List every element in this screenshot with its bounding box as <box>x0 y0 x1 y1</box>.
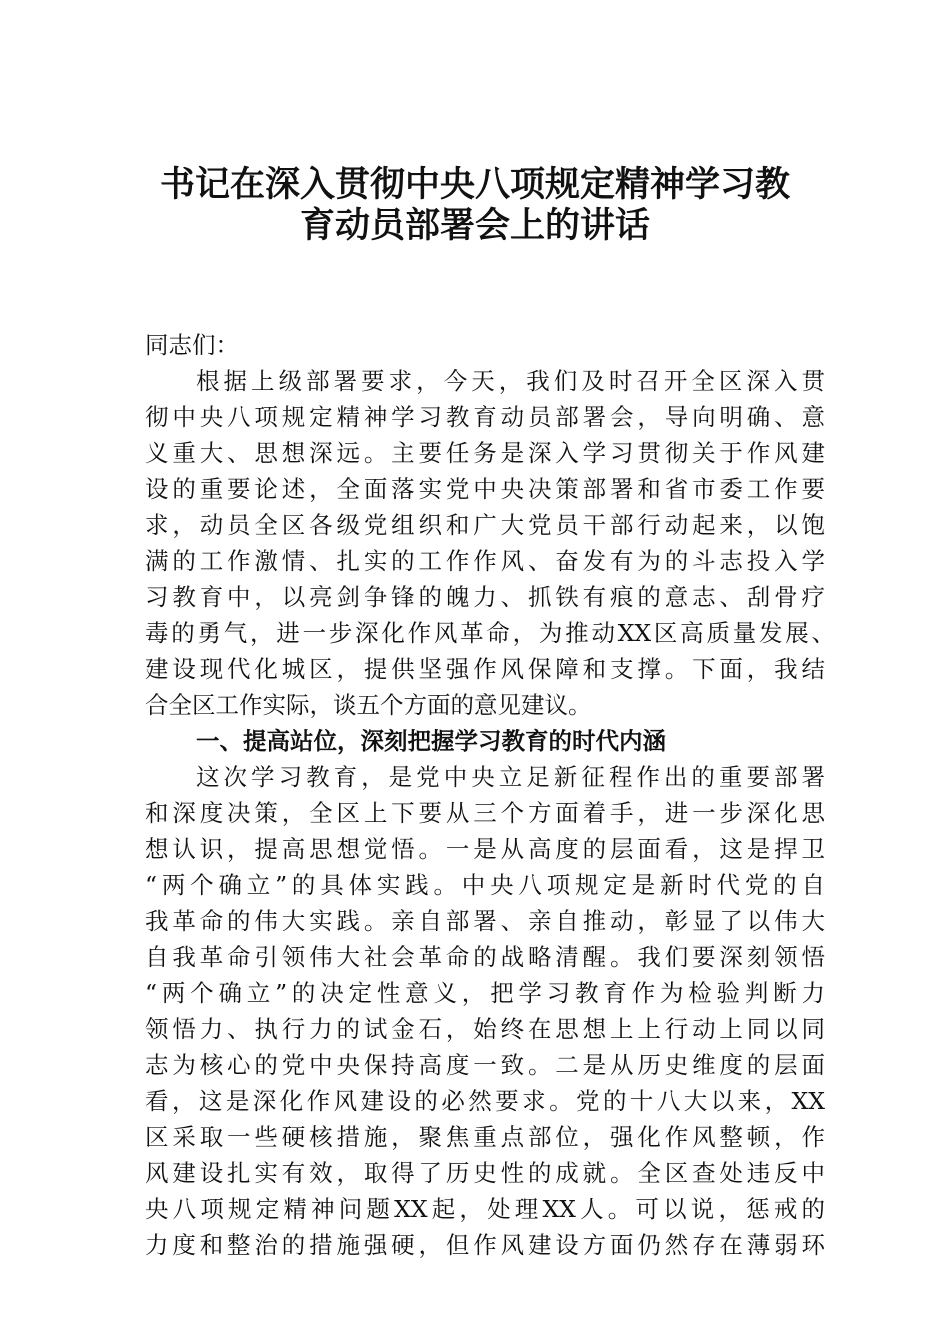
paragraph-1-line: 合全区工作实际，谈五个方面的意见建议。 <box>145 691 592 719</box>
paragraph-2-line: 央八项规定精神问题XX起，处理XX人。可以说，惩戒的 <box>145 1195 825 1223</box>
paragraph-2-line: 和深度决策，全区上下要从三个方面着手，进一步深化思 <box>145 799 825 827</box>
paragraph-2-line: 领悟力、执行力的试金石，始终在思想上上行动上同以同 <box>145 1015 825 1043</box>
salutation: 同志们： <box>145 331 239 359</box>
paragraph-1-line: 习教育中，以亮剑争锋的魄力、抓铁有痕的意志、刮骨疗 <box>145 583 825 611</box>
paragraph-1-line: 求，动员全区各级党组织和广大党员干部行动起来，以饱 <box>145 511 825 539</box>
paragraph-1-line: 建设现代化城区，提供坚强作风保障和支撑。下面，我结 <box>145 655 825 683</box>
paragraph-1-line: 设的重要论述，全面落实党中央决策部署和省市委工作要 <box>145 475 825 503</box>
paragraph-2-line: 志为核心的党中央保持高度一致。二是从历史维度的层面 <box>145 1051 825 1079</box>
section-1-heading: 一、提高站位，深刻把握学习教育的时代内涵 <box>196 727 666 755</box>
paragraph-2-line: 力度和整治的措施强硬，但作风建设方面仍然存在薄弱环 <box>145 1231 825 1259</box>
document-title-line-1: 书记在深入贯彻中央八项规定精神学习教 <box>159 164 790 205</box>
paragraph-1-line: 毒的勇气，进一步深化作风革命，为推动XX区高质量发展、 <box>145 619 835 647</box>
paragraph-2-line: 我革命的伟大实践。亲自部署、亲自推动，彰显了以伟大 <box>145 907 825 935</box>
paragraph-1-line: 根据上级部署要求，今天，我们及时召开全区深入贯 <box>196 367 825 395</box>
paragraph-2-line: 这次学习教育，是党中央立足新征程作出的重要部署 <box>196 763 825 791</box>
paragraph-2-line: 自我革命引领伟大社会革命的战略清醒。我们要深刻领悟 <box>145 943 825 971</box>
paragraph-1-line: 义重大、思想深远。主要任务是深入学习贯彻关于作风建 <box>145 439 825 467</box>
paragraph-2-line: 区采取一些硬核措施，聚焦重点部位，强化作风整顿，作 <box>145 1123 825 1151</box>
document-title-line-2: 育动员部署会上的讲话 <box>299 205 650 246</box>
paragraph-2-line: 想认识，提高思想觉悟。一是从高度的层面看，这是捍卫 <box>145 835 825 863</box>
paragraph-1-line: 满的工作激情、扎实的工作作风、奋发有为的斗志投入学 <box>145 547 825 575</box>
paragraph-2-line: “两个确立”的决定性意义，把学习教育作为检验判断力 <box>145 979 825 1007</box>
paragraph-2-line: “两个确立”的具体实践。中央八项规定是新时代党的自 <box>145 871 825 899</box>
paragraph-2-line: 看，这是深化作风建设的必然要求。党的十八大以来，XX <box>145 1087 825 1115</box>
paragraph-2-line: 风建设扎实有效，取得了历史性的成就。全区查处违反中 <box>145 1159 825 1187</box>
paragraph-1-line: 彻中央八项规定精神学习教育动员部署会，导向明确、意 <box>145 403 825 431</box>
